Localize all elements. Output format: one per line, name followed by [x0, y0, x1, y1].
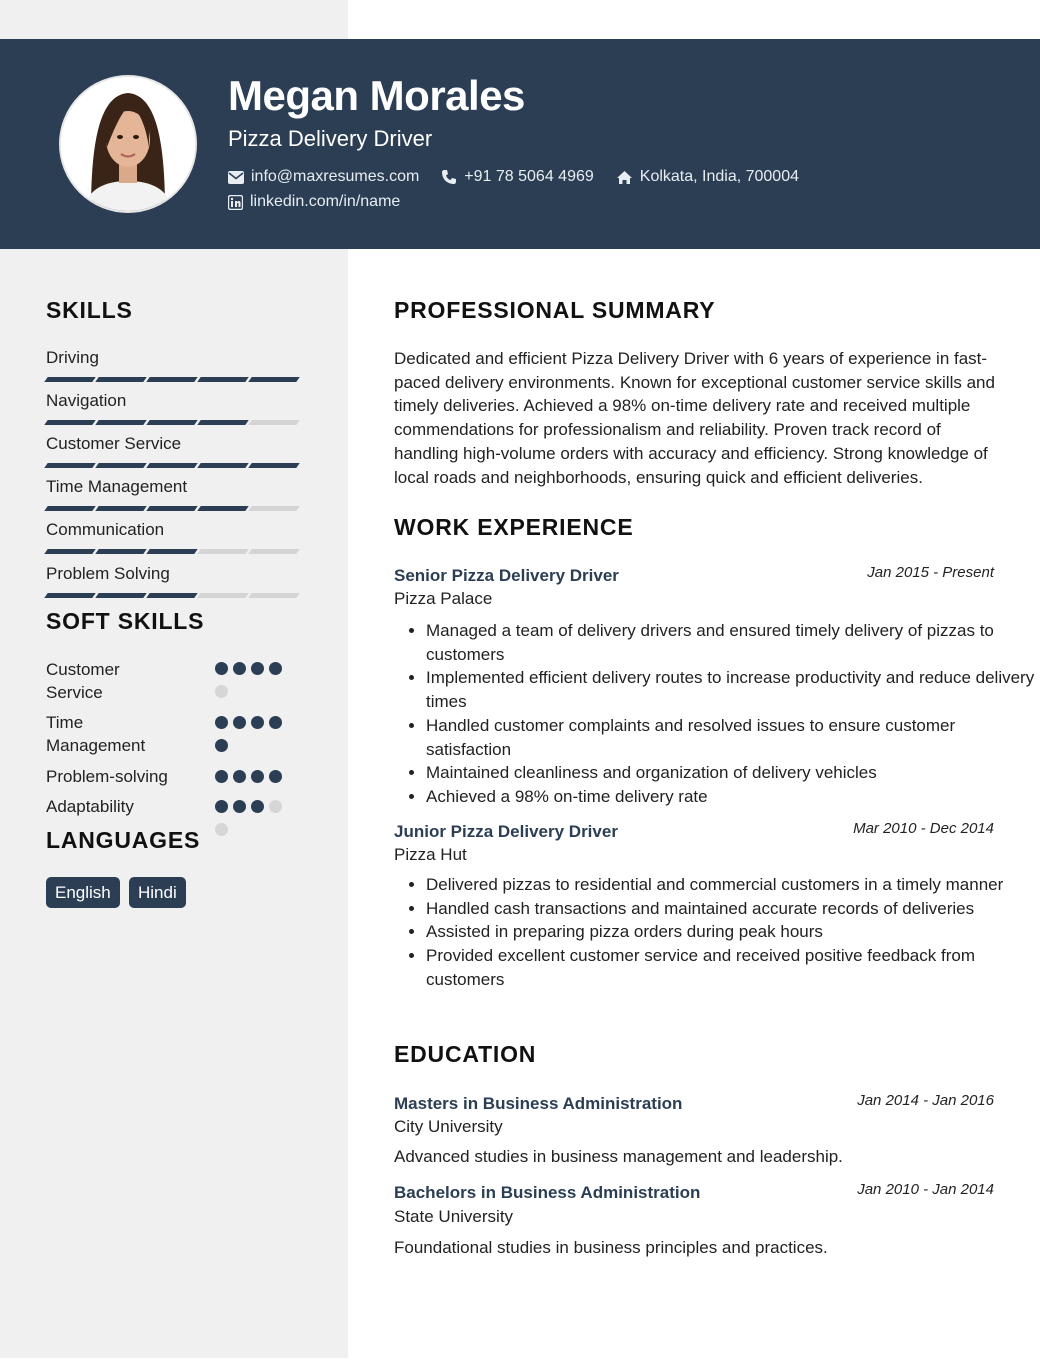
- contact-address: [616, 168, 799, 186]
- rating-dot: [215, 739, 228, 752]
- soft-skill-label: Adaptability: [46, 797, 134, 816]
- home-icon: [616, 170, 633, 185]
- rating-dot: [215, 823, 228, 836]
- degree-description: Foundational studies in business principles and practices.: [394, 1238, 828, 1257]
- skill-segment: [44, 549, 96, 554]
- skill-label: Problem Solving: [46, 564, 170, 583]
- rating-dot: [251, 770, 264, 783]
- degree-title: Bachelors in Business Administration: [394, 1183, 701, 1202]
- skill-segment: [95, 549, 147, 554]
- skill-bar: [46, 549, 301, 554]
- degree-dates: Jan 2010 - Jan 2014: [857, 1181, 994, 1198]
- skill-segment: [146, 506, 198, 511]
- soft-skill-rating: [215, 800, 295, 846]
- school-name: State University: [394, 1207, 514, 1226]
- rating-dot: [215, 800, 228, 813]
- skills-heading: SKILLS: [46, 297, 133, 323]
- skill-segment: [197, 377, 249, 382]
- summary-heading: PROFESSIONAL SUMMARY: [394, 297, 716, 323]
- contact-linkedin[interactable]: [228, 193, 400, 211]
- skill-segment: [248, 377, 300, 382]
- skill-bar: [46, 506, 301, 511]
- skill-segment: [146, 463, 198, 468]
- job-company: Pizza Hut: [394, 845, 467, 864]
- linkedin-icon: [228, 195, 243, 210]
- job-bullets: [394, 873, 1036, 992]
- job-bullet: • Achieved a 98% on-time delivery rate: [426, 785, 1036, 809]
- contact-phone[interactable]: [441, 168, 593, 186]
- skill-label: Customer Service: [46, 434, 182, 453]
- linkedin-text: linkedin.com/in/name: [250, 193, 401, 210]
- rating-dot: [269, 716, 282, 729]
- address-text: Kolkata, India, 700004: [639, 168, 799, 185]
- rating-dot: [215, 716, 228, 729]
- skill-segment: [146, 377, 198, 382]
- job-company: Pizza Palace: [394, 589, 493, 608]
- skill-bar: [46, 463, 301, 468]
- skill-label: Communication: [46, 520, 165, 539]
- candidate-role: Pizza Delivery Driver: [228, 126, 433, 151]
- skill-segment: [197, 593, 249, 598]
- rating-dot: [233, 662, 246, 675]
- skill-segment: [248, 463, 300, 468]
- contact-email[interactable]: [228, 168, 419, 186]
- degree-title: Masters in Business Administration: [394, 1094, 683, 1113]
- skill-segment: [248, 549, 300, 554]
- skill-segment: [95, 463, 147, 468]
- rating-dot: [269, 770, 282, 783]
- skill-segment: [197, 420, 249, 425]
- rating-dot: [269, 662, 282, 675]
- job-dates: Jan 2015 - Present: [867, 564, 994, 581]
- experience-heading: WORK EXPERIENCE: [394, 514, 634, 540]
- skill-segment: [248, 506, 300, 511]
- envelope-icon: [228, 171, 244, 184]
- contact-row: [228, 193, 422, 211]
- soft-skill-rating: [215, 662, 295, 708]
- skill-segment: [95, 593, 147, 598]
- rating-dot: [251, 716, 264, 729]
- soft-skill-label: Customer Service: [46, 660, 120, 702]
- contact-row: [228, 168, 821, 186]
- skill-segment: [95, 506, 147, 511]
- skill-segment: [197, 506, 249, 511]
- language-badge: Hindi: [129, 877, 186, 908]
- skill-bar: [46, 593, 301, 598]
- rating-dot: [233, 800, 246, 813]
- candidate-name: Megan Morales: [228, 72, 525, 119]
- phone-text: +91 78 5064 4969: [464, 168, 594, 185]
- soft-skill-label: Problem-solving: [46, 767, 168, 786]
- job-bullets: [394, 619, 1036, 809]
- skill-segment: [44, 593, 96, 598]
- skill-label: Driving: [46, 348, 99, 367]
- soft-skill-rating: [215, 770, 295, 793]
- rating-dot: [269, 800, 282, 813]
- rating-dot: [215, 662, 228, 675]
- job-title: Junior Pizza Delivery Driver: [394, 822, 618, 841]
- job-dates: Mar 2010 - Dec 2014: [853, 820, 994, 837]
- email-text: info@maxresumes.com: [251, 168, 420, 185]
- skill-segment: [248, 593, 300, 598]
- degree-description: Advanced studies in business management and leadership.: [394, 1147, 843, 1166]
- skill-segment: [248, 420, 300, 425]
- rating-dot: [251, 800, 264, 813]
- skill-segment: [44, 463, 96, 468]
- job-bullet: • Handled customer complaints and resolved issues to ensure customer satisfaction: [426, 714, 1036, 761]
- profile-photo: [59, 75, 197, 213]
- skill-segment: [197, 463, 249, 468]
- skill-segment: [44, 420, 96, 425]
- soft-skill-rating: [215, 716, 295, 762]
- rating-dot: [215, 685, 228, 698]
- skill-segment: [146, 549, 198, 554]
- job-bullet: • Implemented efficient delivery routes to increase productivity and reduce delivery times: [426, 666, 1036, 713]
- skill-bar: [46, 377, 301, 382]
- language-badge: English: [46, 877, 120, 908]
- skill-segment: [197, 549, 249, 554]
- phone-icon: [441, 169, 457, 185]
- skill-segment: [95, 377, 147, 382]
- skill-segment: [146, 420, 198, 425]
- skill-segment: [44, 506, 96, 511]
- school-name: City University: [394, 1117, 503, 1136]
- soft-skills-heading: SOFT SKILLS: [46, 608, 205, 634]
- job-bullet: • Managed a team of delivery drivers and ensured timely delivery of pizzas to customers: [426, 619, 1036, 666]
- skill-bar: [46, 420, 301, 425]
- rating-dot: [233, 716, 246, 729]
- skill-segment: [44, 377, 96, 382]
- resume-header: [0, 39, 1040, 249]
- summary-text: Dedicated and efficient Pizza Delivery Driver with 6 years of experience in fast-paced delivery environments. Known for exceptional customer service skills and timely deliveries. Achieved a 98% on-time delivery rate and received multiple commendations for professionalism and reliability. Proven track record of handling high-volume orders with accuracy and efficiency. Strong knowledge of local roads and neighborhoods, ensuring quick and efficient deliveries.: [394, 349, 995, 487]
- skill-segment: [95, 420, 147, 425]
- education-heading: EDUCATION: [394, 1041, 537, 1067]
- rating-dot: [233, 770, 246, 783]
- job-bullet: • Delivered pizzas to residential and commercial customers in a timely manner: [426, 873, 1036, 897]
- skill-label: Time Management: [46, 477, 188, 496]
- rating-dot: [215, 770, 228, 783]
- soft-skill-label: Time Management: [46, 713, 146, 755]
- job-bullet: • Maintained cleanliness and organization of delivery vehicles: [426, 761, 1036, 785]
- rating-dot: [251, 662, 264, 675]
- job-title: Senior Pizza Delivery Driver: [394, 566, 619, 585]
- job-bullet: • Handled cash transactions and maintained accurate records of deliveries: [426, 897, 1036, 921]
- skill-segment: [146, 593, 198, 598]
- languages-heading: LANGUAGES: [46, 827, 201, 853]
- skill-label: Navigation: [46, 391, 127, 410]
- degree-dates: Jan 2014 - Jan 2016: [857, 1092, 994, 1109]
- job-bullet: • Provided excellent customer service and received positive feedback from customers: [426, 944, 1036, 991]
- job-bullet: • Assisted in preparing pizza orders during peak hours: [426, 920, 1036, 944]
